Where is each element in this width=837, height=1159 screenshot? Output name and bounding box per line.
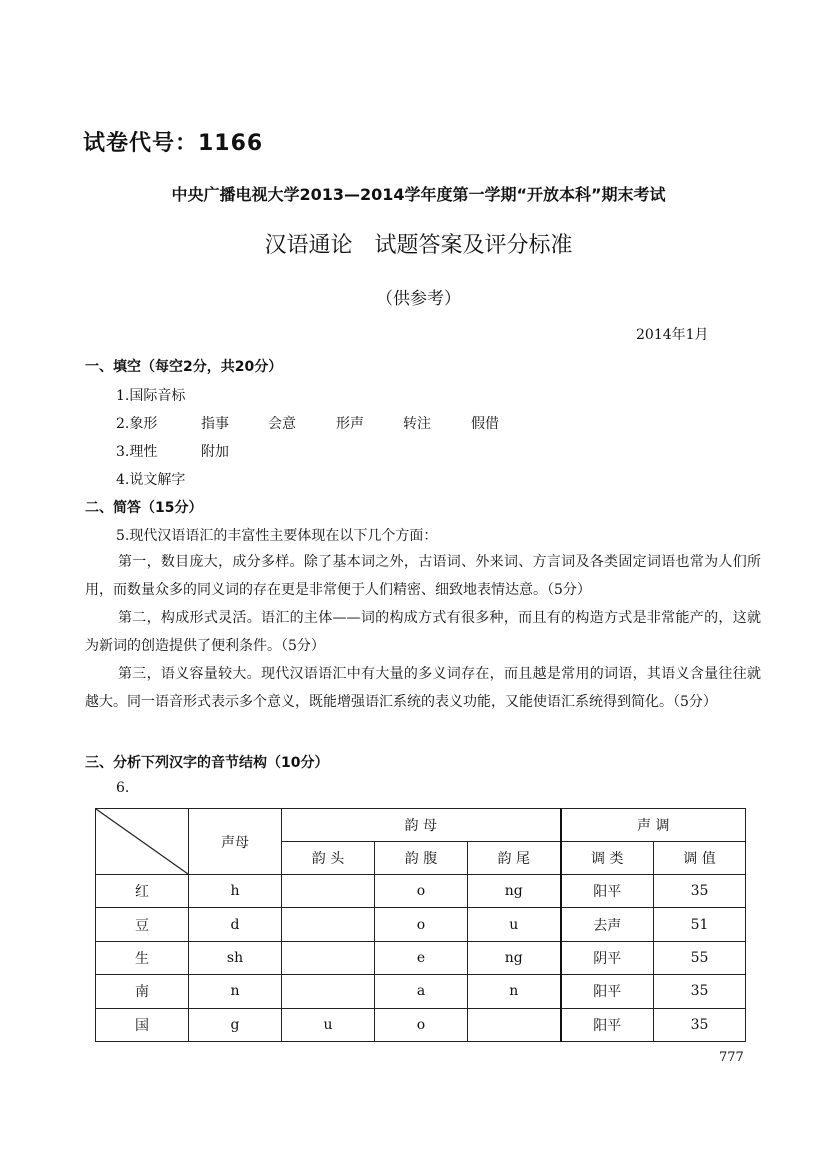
cell-medial: [282, 908, 375, 941]
cell-nucleus: a: [375, 975, 468, 1008]
cell-coda: n: [468, 975, 561, 1008]
section2-heading: 二、简答（15分）: [85, 500, 203, 516]
fill-answer: 转注: [403, 416, 431, 432]
cell-medial: [282, 941, 375, 974]
page-subtitle: （供参考）: [376, 289, 461, 309]
fill-item-2: [116, 413, 536, 433]
fill-item-number: 4.: [116, 472, 130, 488]
cell-char: 南: [96, 975, 189, 1008]
answer-paragraph-3: 第三，语义容量较大。现代汉语语汇中有大量的多义词存在，而且越是常用的词语，其语义含量往往就越大。同一语音形式表示多个意义，既能增强语汇系统的表义功能，又能使语汇系统得到简化。（5分）: [85, 666, 761, 710]
header-tone-class: 调 类: [561, 842, 654, 875]
cell-coda: u: [468, 908, 561, 941]
exam-date: 2014年1月: [636, 327, 709, 343]
cell-initial: g: [189, 1008, 282, 1041]
question-5: 5.现代汉语语汇的丰富性主要体现在以下几个方面：: [116, 528, 438, 544]
fill-answer: 会意: [268, 416, 296, 432]
cell-initial: h: [189, 875, 282, 908]
cell-tone-class: 阳平: [561, 975, 654, 1008]
cell-char: 国: [96, 1008, 189, 1041]
cell-coda: [468, 1008, 561, 1041]
fill-answer: 附加: [201, 444, 229, 460]
cell-tone-class: 阳平: [561, 1008, 654, 1041]
cell-coda: ng: [468, 875, 561, 908]
table-row: [96, 875, 746, 908]
fill-item-4: [116, 469, 185, 489]
cell-medial: u: [282, 1008, 375, 1041]
cell-coda: ng: [468, 941, 561, 974]
header-initial: 声母: [189, 809, 282, 875]
cell-tone-value: 35: [654, 975, 746, 1008]
header-final: 韵 母: [282, 809, 561, 842]
fill-item-number: 3.: [116, 444, 130, 460]
cell-tone-class: 阳平: [561, 875, 654, 908]
fill-item-number: 1.: [116, 388, 130, 404]
fill-answer: 国际音标: [129, 388, 186, 404]
cell-nucleus: o: [375, 875, 468, 908]
fill-answer: 说文解字: [129, 472, 186, 488]
table-row: [96, 1008, 746, 1041]
cell-initial: d: [189, 908, 282, 941]
header-nucleus: 韵 腹: [375, 842, 468, 875]
cell-nucleus: o: [375, 908, 468, 941]
cell-medial: [282, 875, 375, 908]
header-medial: 韵 头: [282, 842, 375, 875]
answer-paragraph-2: 第二，构成形式灵活。语汇的主体——词的构成方式有很多种，而且有的构造方式是非常能产的，这就为新词的创造提供了便利条件。（5分）: [85, 610, 761, 654]
question-6: 6.: [116, 780, 130, 796]
table-row: [96, 908, 746, 941]
fill-answer: 象形: [129, 416, 158, 432]
section1-heading: 一、填空（每空2分，共20分）: [85, 359, 283, 375]
cell-tone-value: 51: [654, 908, 746, 941]
cell-tone-class: 阴平: [561, 941, 654, 974]
table-row: [96, 941, 746, 974]
fill-answer: 形声: [336, 416, 364, 432]
cell-initial: n: [189, 975, 282, 1008]
page-title: 汉语通论 试题答案及评分标准: [264, 233, 573, 258]
page-number: 777: [719, 1050, 744, 1065]
cell-nucleus: e: [375, 941, 468, 974]
cell-tone-value: 35: [654, 1008, 746, 1041]
fill-item-3: [116, 441, 316, 461]
header-coda: 韵 尾: [468, 842, 561, 875]
cell-initial: sh: [189, 941, 282, 974]
header-tone: 声 调: [561, 809, 746, 842]
cell-medial: [282, 975, 375, 1008]
table-row: [96, 975, 746, 1008]
cell-char: 豆: [96, 908, 189, 941]
fill-answer: 指事: [201, 416, 229, 432]
cell-char: 生: [96, 941, 189, 974]
cell-nucleus: o: [375, 1008, 468, 1041]
fill-answer: 理性: [129, 444, 158, 460]
fill-item-1: [116, 385, 185, 405]
cell-tone-value: 35: [654, 875, 746, 908]
exam-title: 中央广播电视大学2013—2014学年度第一学期“开放本科”期末考试: [171, 185, 666, 204]
diagonal-line: [96, 809, 188, 874]
cell-tone-value: 55: [654, 941, 746, 974]
answer-paragraph-1: 第一，数目庞大，成分多样。除了基本词之外，古语词、外来词、方言词及各类固定词语也常为人们所用，而数量众多的同义词的存在更是非常便于人们精密、细致地表情达意。（5分）: [85, 554, 761, 598]
table-corner-cell: [96, 809, 189, 875]
cell-tone-class: 去声: [561, 908, 654, 941]
syllable-table: [95, 808, 746, 1042]
section3-heading: 三、分析下列汉字的音节结构（10分）: [85, 755, 329, 771]
paper-code: 试卷代号：1166: [83, 131, 264, 156]
fill-item-number: 2.: [116, 416, 130, 432]
header-tone-value: 调 值: [654, 842, 746, 875]
cell-char: 红: [96, 875, 189, 908]
fill-answer: 假借: [471, 416, 499, 432]
